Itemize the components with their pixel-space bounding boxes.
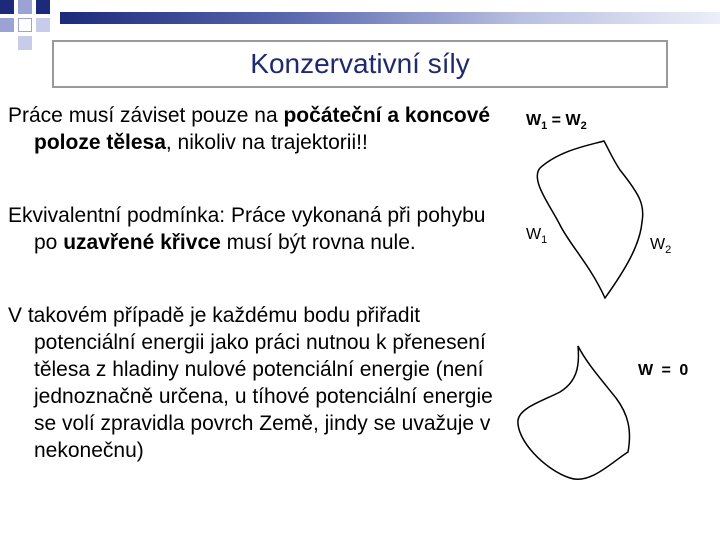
page-title: Konzervativní síly <box>250 48 470 79</box>
w1-sub: 1 <box>541 234 548 247</box>
para2-bold: uzavřené křivce <box>63 231 221 254</box>
eq-w: W <box>526 112 542 129</box>
paragraph-potential-energy: V takovém případě je každému bodu přiřadit potenciální energii jako práci nutnou k přenesení tělesa z hladiny nulové potenciální energie (není jednoznačně určena, u tíhové potenciální energie se volí zpravidla povrch Země, jindy se uvažuje v nekonečnu) <box>8 304 493 462</box>
w2-sub: 2 <box>665 244 672 257</box>
para2-text-end: musí být rovna nule. <box>220 231 416 254</box>
open-path-shape <box>537 141 643 298</box>
w1-letter: W <box>526 226 542 243</box>
para1-bold: počáteční a koncové poloze tělesa <box>34 104 491 154</box>
eq-mid: = W <box>547 112 581 129</box>
para2-text-start: Ekvivalentní podmínka: Práce vykonaná při pohybu po <box>8 204 486 254</box>
closed-path-shape <box>518 346 630 479</box>
para1-text-start: Práce musí záviset pouze na <box>8 104 284 127</box>
para1-text-end: , nikoliv na trajektorii!! <box>165 131 368 154</box>
label-w-zero: W = 0 <box>638 362 691 379</box>
eq-sub1: 1 <box>541 120 548 133</box>
eq-sub2: 2 <box>580 120 587 133</box>
w2-letter: W <box>650 236 666 253</box>
